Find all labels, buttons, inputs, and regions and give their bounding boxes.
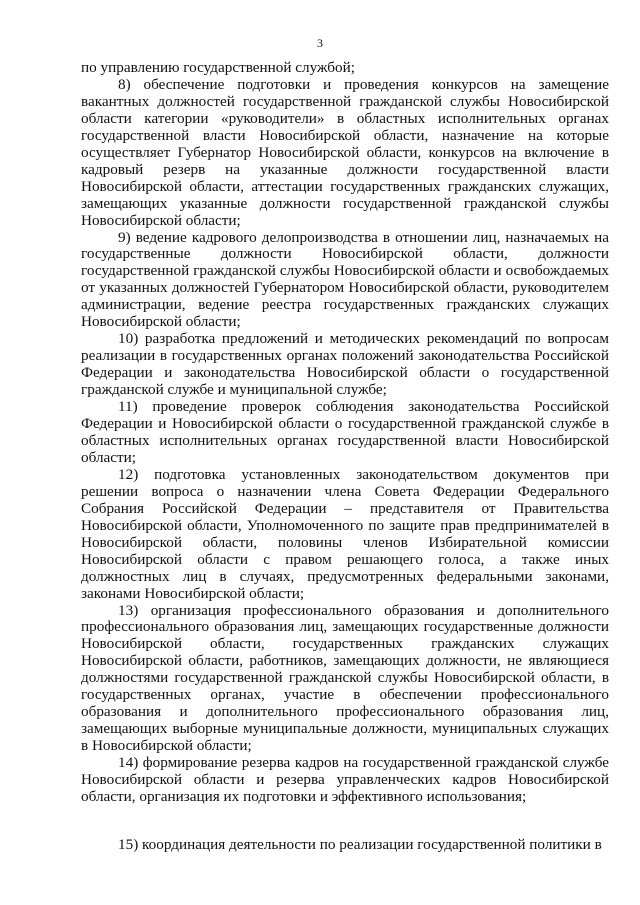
paragraph-item-10: 10) разработка предложений и методических рекомендаций по вопросам реализации в государственных органах положений законодательства Российской Федерации и законодательства Новосибирской области о государственной гражданской службе и муниципальной службе;	[81, 330, 609, 399]
page-number: 3	[317, 36, 323, 50]
paragraph-item-8: 8) обеспечение подготовки и проведения конкурсов на замещение вакантных должностей государственной гражданской службы Новосибирской области категории «руководители» в областных исполнительных органах государственной власти Новосибирской области, назначение на которые осуществляет Губернатор Новосибирской области, конкурсов на включение в кадровый резерв на указанные должности государственной власти Новосибирской области, аттестации государственных гражданских служащих, замещающих указанные должности государственной гражданской службы Новосибирской области;	[81, 75, 609, 229]
paragraph-item-11: 11) проведение проверок соблюдения законодательства Российской Федерации и Новосибирской области о государственной гражданской службе в областных исполнительных органах государственной власти Новосибирской области;	[81, 398, 609, 466]
paragraph-item-14: 14) формирование резерва кадров на государственной гражданской службе Новосибирской области и резерва управленческих кадров Новосибирской области, организация их подготовки и эффективного использования;	[81, 754, 609, 805]
paragraph-item-15: 15) координация деятельности по реализации государственной политики в	[118, 835, 602, 853]
paragraph-item-13: 13) организация профессионального образования и дополнительного профессионального образования лиц, замещающих государственные должности Новосибирской области, государственных гражданских служащих Новосибирской области, работников, замещающих должности, не являющиеся должностями государственной гражданской службы Новосибирской области, в государственных органах, участие в обеспечении профессионального образования и дополнительного профессионального образования лиц, замещающих выборные муниципальные должности, муниципальных служащих в Новосибирской области;	[81, 601, 609, 755]
paragraph-continuation: по управлению государственной службой;	[81, 59, 355, 76]
paragraph-item-12: 12) подготовка установленных законодательством документов при решении вопроса о назначении члена Совета Федерации Федерального Собрания Российской Федерации – представителя от Правительства Новосибирской области, Уполномоченного по защите прав предпринимателей в Новосибирской области, половины членов Избирательной комиссии Новосибирской области с правом решающего голоса, а также иных должностных лиц в случаях, предусмотренных федеральными законами, законами Новосибирской области;	[81, 465, 609, 602]
paragraph-item-9: 9) ведение кадрового делопроизводства в отношении лиц, назначаемых на государственные должности Новосибирской области, должности государственной гражданской службы Новосибирской области и освобождаемых от указанных должностей Губернатором Новосибирской области, руководителем администрации, ведение реестра государственных гражданских служащих Новосибирской области;	[81, 228, 609, 331]
document-body	[81, 60, 609, 854]
